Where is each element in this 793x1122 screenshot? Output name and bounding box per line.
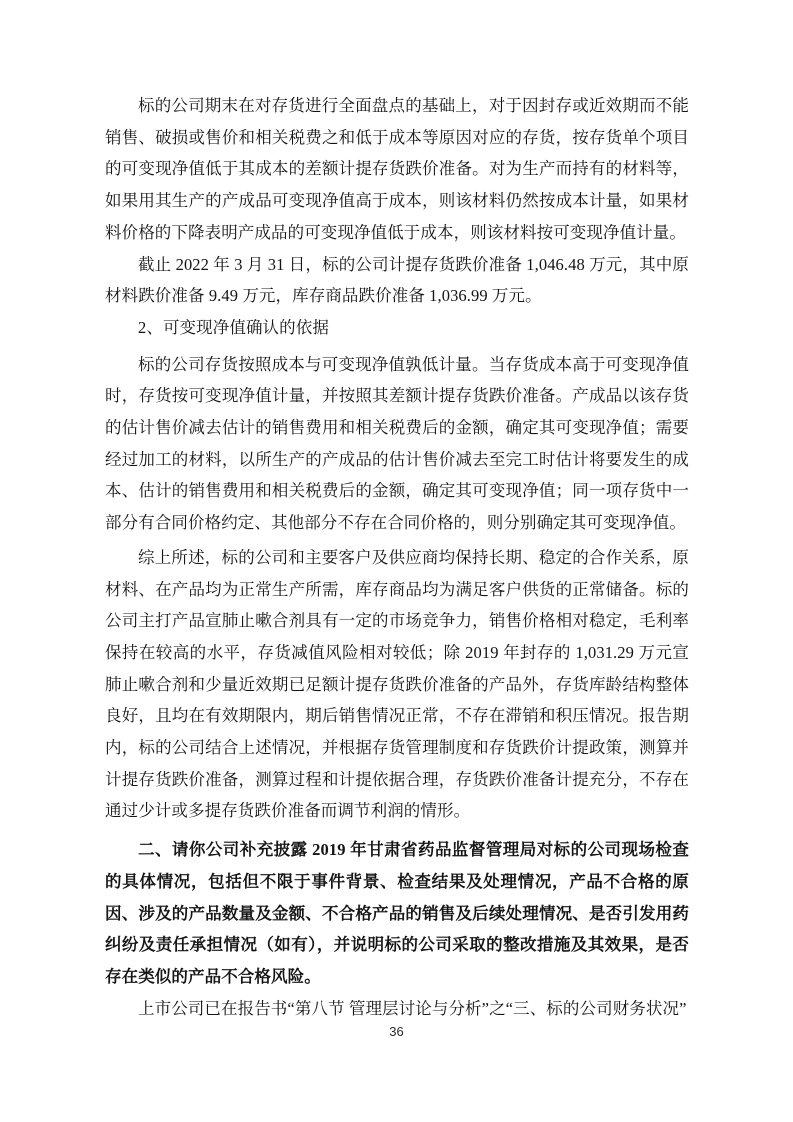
paragraph-provision-amounts: 截止 2022 年 3 月 31 日，标的公司计提存货跌价准备 1,046.48 万元，其中原材料跌价准备 9.49 万元，库存商品跌价准备 1,036.99 万元。 [105,254,689,306]
paragraph-nrv-measurement: 标的公司存货按照成本与可变现净值孰低计量。当存货成本高于可变现净值时，存货按可变现净值计量，并按照其差额计提存货跌价准备。产成品以该存货的估计售价减去估计的销售费用和相关税费后的金额，确定其可变现净值；需要经过加工的材料，以所生产的产成品的估计售价减去至完工时估计将要发生的成本、估计的销售费用和相关税费后的金额，确定其可变现净值；同一项存货中一部分有合同价格约定、其他部分不存在合同价格的，则分别确定其可变现净值。 [105,354,689,533]
document-content [105,90,689,1024]
subheading-nrv-confirmation-basis: 2、可变现净值确认的依据 [138,317,329,337]
paragraph-response-intro: 上市公司已在报告书“第八节 管理层讨论与分析”之“三、标的公司财务状况” [138,998,687,1018]
page-number: 36 [389,1024,404,1039]
paragraph-question-two: 二、请你公司补充披露 2019 年甘肃省药品监督管理局对标的公司现场检查的具体情况，包括但不限于事件背景、检查结果及处理情况，产品不合格的原因、涉及的产品数量及金额、不合格产品的销售及后续处理情况、是否引发用药纠纷及责任承担情况（如有），并说明标的公司采取的整改措施及其效果，是否存在类似的产品不合格风险。 [105,840,689,986]
paragraph-inventory-impairment-policy: 标的公司期末在对存货进行全面盘点的基础上，对于因封存或近效期而不能销售、破损或售价和相关税费之和低于成本等原因对应的存货，按存货单个项目的可变现净值低于其成本的差额计提存货跌价准备。对为生产而持有的材料等，如果用其生产的产成品可变现净值高于成本，则该材料仍然按成本计量，如果材料价格的下降表明产成品的可变现净值低于成本，则该材料按可变现净值计量。 [105,96,689,242]
paragraph-summary-conclusion: 综上所述，标的公司和主要客户及供应商均保持长期、稳定的合作关系，原材料、在产品均为正常生产所需，库存商品均为满足客户供货的正常储备。标的公司主打产品宣肺止嗽合剂具有一定的市场竞争力，销售价格相对稳定，毛利率保持在较高的水平，存货减值风险相对较低；除 2019 年封存的 1,031.29 万元宣肺止嗽合剂和少量近效期已足额计提存货跌价准备的产品外，存货库龄结构整体良好，且均在有效期限内，期后销售情况正常，不存在滞销和积压情况。报告期内，标的公司结合上述情况，并根据存货管理制度和存货跌价计提政策，测算并计提存货跌价准备，测算过程和计提依据合理，存货跌价准备计提充分，不存在通过少计或多提存货跌价准备而调节利润的情形。 [105,547,689,821]
